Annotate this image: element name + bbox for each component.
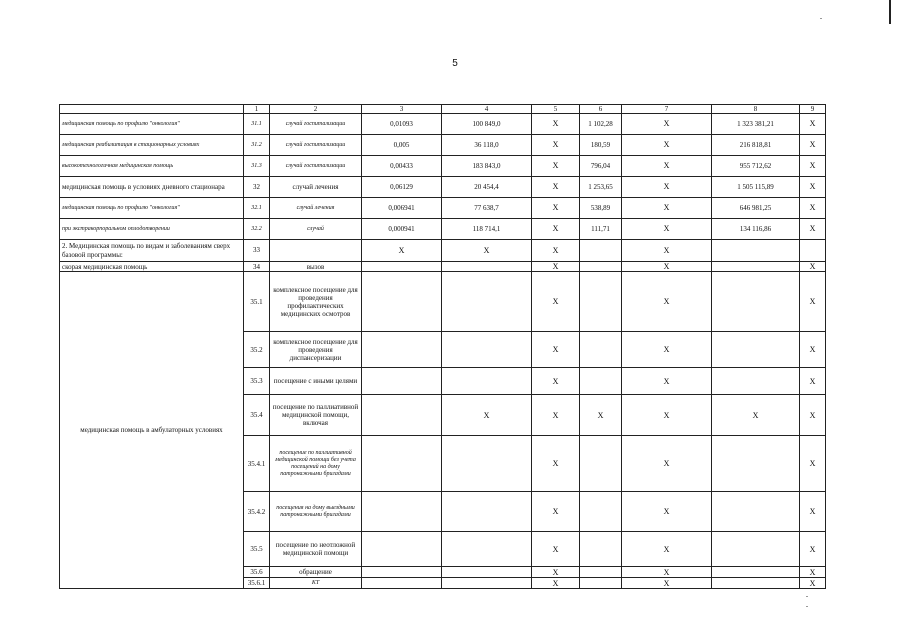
value-cell: X	[622, 272, 712, 332]
value-cell: X	[800, 156, 826, 177]
value-cell: 216 818,81	[712, 135, 800, 156]
value-cell: X	[532, 332, 580, 368]
row-name: высокотехнологичная медицинская помощь	[60, 156, 244, 177]
column-number: 8	[712, 105, 800, 114]
value-cell	[580, 368, 622, 395]
row-number: 35.1	[244, 272, 270, 332]
value-cell: X	[800, 262, 826, 272]
value-cell: X	[362, 240, 442, 262]
unit-cell: посещения на дому выездными патронажными бригадами	[270, 492, 362, 532]
value-cell: X	[532, 272, 580, 332]
row-number: 35.4	[244, 395, 270, 436]
value-cell	[712, 240, 800, 262]
value-cell: X	[622, 436, 712, 492]
value-cell: 0,005	[362, 135, 442, 156]
row-number: 35.5	[244, 532, 270, 567]
value-cell: X	[622, 219, 712, 240]
table-row	[60, 240, 826, 262]
value-cell: X	[622, 532, 712, 567]
column-number-row	[60, 105, 826, 114]
value-cell: X	[622, 198, 712, 219]
table-row	[60, 135, 826, 156]
row-number: 35.2	[244, 332, 270, 368]
value-cell	[712, 332, 800, 368]
value-cell: X	[622, 240, 712, 262]
column-number: 1	[244, 105, 270, 114]
unit-cell: случай лечения	[270, 177, 362, 198]
value-cell: X	[800, 395, 826, 436]
value-cell	[362, 532, 442, 567]
value-cell: X	[442, 395, 532, 436]
value-cell	[362, 436, 442, 492]
value-cell	[712, 578, 800, 589]
row-number: 32	[244, 177, 270, 198]
row-number: 32.2	[244, 219, 270, 240]
value-cell: 1 102,28	[580, 114, 622, 135]
table-row	[60, 198, 826, 219]
value-cell: 0,06129	[362, 177, 442, 198]
value-cell	[580, 262, 622, 272]
row-number: 31.2	[244, 135, 270, 156]
value-cell: X	[532, 567, 580, 578]
row-name: медицинская помощь в условиях дневного стационара	[60, 177, 244, 198]
unit-cell: посещение по паллиативной медицинской помощи, включая	[270, 395, 362, 436]
value-cell: X	[622, 135, 712, 156]
value-cell: 955 712,62	[712, 156, 800, 177]
value-cell: X	[800, 332, 826, 368]
value-cell	[580, 240, 622, 262]
value-cell: X	[800, 567, 826, 578]
value-cell	[712, 272, 800, 332]
value-cell	[712, 567, 800, 578]
page-number: 5	[452, 58, 458, 69]
column-number	[60, 105, 244, 114]
value-cell: 0,01093	[362, 114, 442, 135]
value-cell: X	[622, 578, 712, 589]
value-cell: X	[800, 272, 826, 332]
value-cell: 1 253,65	[580, 177, 622, 198]
value-cell: X	[800, 492, 826, 532]
value-cell: X	[532, 395, 580, 436]
value-cell	[362, 262, 442, 272]
value-cell: X	[800, 219, 826, 240]
value-cell: 77 638,7	[442, 198, 532, 219]
value-cell: X	[532, 368, 580, 395]
value-cell	[362, 567, 442, 578]
value-cell	[442, 272, 532, 332]
value-cell: X	[800, 532, 826, 567]
scan-dot	[806, 606, 808, 607]
value-cell: X	[622, 567, 712, 578]
value-cell: X	[532, 156, 580, 177]
scan-edge-mark	[889, 0, 891, 24]
value-cell: X	[800, 436, 826, 492]
value-cell	[362, 395, 442, 436]
value-cell	[362, 272, 442, 332]
column-number: 9	[800, 105, 826, 114]
value-cell	[800, 240, 826, 262]
value-cell: 100 849,0	[442, 114, 532, 135]
column-number: 3	[362, 105, 442, 114]
table-row	[60, 156, 826, 177]
value-cell: X	[442, 240, 532, 262]
value-cell	[712, 436, 800, 492]
value-cell: 0,00433	[362, 156, 442, 177]
unit-cell: комплексное посещение для проведения диспансеризации	[270, 332, 362, 368]
row-number: 31.1	[244, 114, 270, 135]
value-cell: 646 981,25	[712, 198, 800, 219]
value-cell: X	[622, 368, 712, 395]
value-cell	[580, 272, 622, 332]
value-cell	[442, 578, 532, 589]
value-cell: X	[532, 240, 580, 262]
value-cell: 796,04	[580, 156, 622, 177]
row-number: 35.6	[244, 567, 270, 578]
value-cell: X	[622, 114, 712, 135]
value-cell: X	[532, 177, 580, 198]
value-cell: 0,006941	[362, 198, 442, 219]
value-cell	[712, 368, 800, 395]
value-cell: X	[532, 135, 580, 156]
value-cell	[442, 332, 532, 368]
value-cell: 134 116,86	[712, 219, 800, 240]
row-name: скорая медицинская помощь	[60, 262, 244, 272]
value-cell: X	[800, 177, 826, 198]
value-cell	[362, 368, 442, 395]
value-cell: X	[622, 262, 712, 272]
value-cell: X	[622, 156, 712, 177]
value-cell: X	[800, 578, 826, 589]
value-cell: X	[622, 395, 712, 436]
unit-cell: случай госпитализации	[270, 156, 362, 177]
value-cell	[580, 332, 622, 368]
value-cell: X	[532, 198, 580, 219]
value-cell: 183 843,0	[442, 156, 532, 177]
value-cell: X	[622, 492, 712, 532]
value-cell: X	[532, 578, 580, 589]
value-cell	[580, 436, 622, 492]
value-cell: 1 323 381,21	[712, 114, 800, 135]
table-row	[60, 177, 826, 198]
value-cell: 0,000941	[362, 219, 442, 240]
unit-cell: комплексное посещение для проведения профилактических медицинских осмотров	[270, 272, 362, 332]
column-number: 6	[580, 105, 622, 114]
value-cell: X	[622, 177, 712, 198]
value-cell: 1 505 115,89	[712, 177, 800, 198]
value-cell: X	[532, 262, 580, 272]
row-number: 35.4.2	[244, 492, 270, 532]
row-name: медицинская помощь по профилю "онкология"	[60, 198, 244, 219]
value-cell	[580, 567, 622, 578]
value-cell: X	[800, 135, 826, 156]
value-cell: 20 454,4	[442, 177, 532, 198]
value-cell	[362, 332, 442, 368]
unit-cell: посещение с иными целями	[270, 368, 362, 395]
value-cell: 538,89	[580, 198, 622, 219]
value-cell	[442, 532, 532, 567]
value-cell: X	[580, 395, 622, 436]
unit-cell: случай	[270, 219, 362, 240]
value-cell	[580, 532, 622, 567]
value-cell: X	[532, 436, 580, 492]
row-number: 33	[244, 240, 270, 262]
value-cell: X	[622, 332, 712, 368]
unit-cell: КТ	[270, 578, 362, 589]
row-name: 2. Медицинская помощь по видам и заболеваниям сверх базовой программы:	[60, 240, 244, 262]
table-row	[60, 262, 826, 272]
value-cell	[580, 492, 622, 532]
value-cell	[362, 492, 442, 532]
column-number: 7	[622, 105, 712, 114]
table-row	[60, 272, 826, 332]
value-cell: 180,59	[580, 135, 622, 156]
value-cell	[442, 436, 532, 492]
value-cell: X	[800, 114, 826, 135]
value-cell	[442, 368, 532, 395]
unit-cell	[270, 240, 362, 262]
unit-cell: посещение по неотложной медицинской помощи	[270, 532, 362, 567]
value-cell: X	[800, 368, 826, 395]
row-name: при экстракорпоральном оплодотворении	[60, 219, 244, 240]
unit-cell: случай госпитализации	[270, 114, 362, 135]
value-cell: 118 714,1	[442, 219, 532, 240]
column-number: 2	[270, 105, 362, 114]
row-number: 32.1	[244, 198, 270, 219]
column-number: 4	[442, 105, 532, 114]
scan-dot	[806, 596, 808, 597]
value-cell: X	[532, 532, 580, 567]
unit-cell: вызов	[270, 262, 362, 272]
value-cell: 36 118,0	[442, 135, 532, 156]
value-cell	[712, 262, 800, 272]
table-row	[60, 114, 826, 135]
data-table	[59, 104, 826, 589]
row-name: медицинская реабилитация в стационарных условиях	[60, 135, 244, 156]
value-cell: X	[712, 395, 800, 436]
row-number: 35.6.1	[244, 578, 270, 589]
unit-cell: случай лечения	[270, 198, 362, 219]
column-number: 5	[532, 105, 580, 114]
row-number: 34	[244, 262, 270, 272]
value-cell: X	[532, 114, 580, 135]
scan-dot	[820, 18, 822, 19]
unit-cell: случай госпитализации	[270, 135, 362, 156]
value-cell: X	[532, 492, 580, 532]
value-cell	[442, 492, 532, 532]
ambulatory-group-label: медицинская помощь в амбулаторных условиях	[60, 272, 244, 589]
row-number: 31.3	[244, 156, 270, 177]
value-cell	[442, 262, 532, 272]
value-cell	[712, 492, 800, 532]
unit-cell: посещение по паллиативной медицинской помощи без учета посещений на дому патронажными бригадами	[270, 436, 362, 492]
value-cell	[580, 578, 622, 589]
value-cell	[442, 567, 532, 578]
table-row	[60, 219, 826, 240]
unit-cell: обращение	[270, 567, 362, 578]
row-number: 35.4.1	[244, 436, 270, 492]
row-number: 35.3	[244, 368, 270, 395]
value-cell	[712, 532, 800, 567]
value-cell	[362, 578, 442, 589]
value-cell: X	[532, 219, 580, 240]
row-name: медицинская помощь по профилю "онкология"	[60, 114, 244, 135]
value-cell: 111,71	[580, 219, 622, 240]
value-cell: X	[800, 198, 826, 219]
